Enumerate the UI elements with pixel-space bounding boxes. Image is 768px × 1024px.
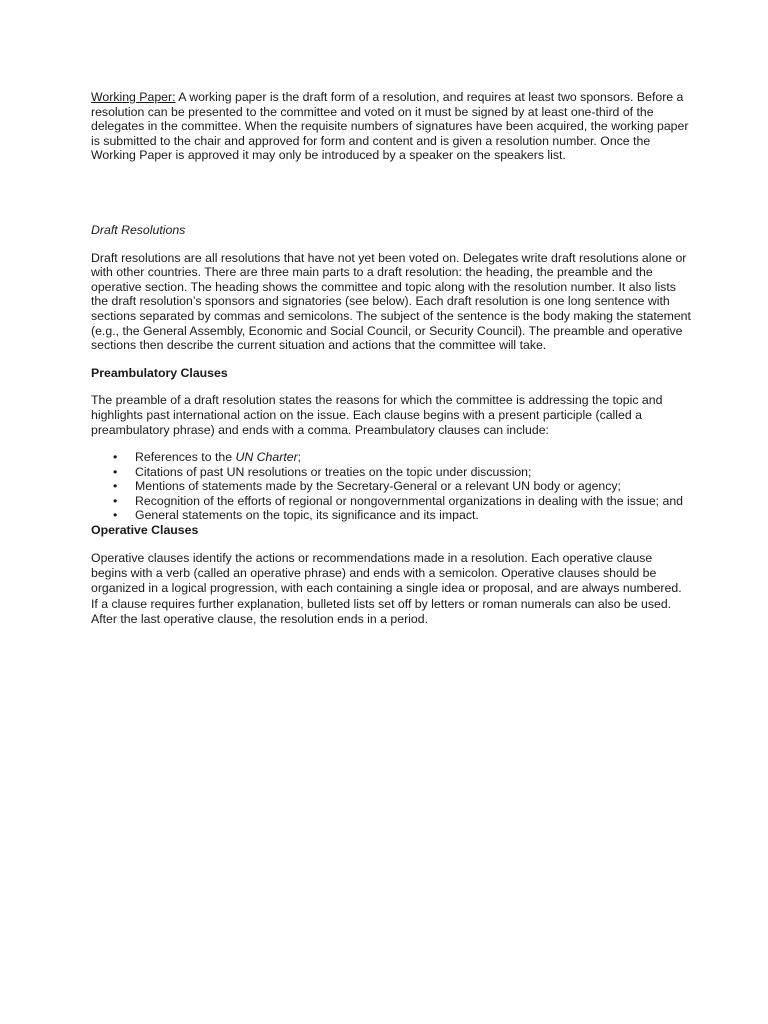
preambulatory-bullet-list bbox=[91, 450, 691, 523]
operative-clauses-heading: Operative Clauses bbox=[91, 523, 199, 538]
list-item-text: Mentions of statements made by the Secretary-General or a relevant UN body or agency; bbox=[135, 479, 621, 494]
list-item bbox=[91, 494, 691, 509]
operative-clauses-paragraph: Operative clauses identify the actions or recommendations made in a resolution. Each operative clause begins with a verb (called an operative phrase) and ends with a semicolon. Operative clauses should be organized in a logical progression, with each containing a single idea or proposal, and are always numbered. If a clause requires further explanation, bulleted lists set off by letters or roman numerals can also be used. After the last operative clause, the resolution ends in a period. bbox=[91, 550, 682, 627]
list-item-text: General statements on the topic, its significance and its impact. bbox=[135, 508, 479, 523]
bullet-icon: • bbox=[113, 493, 118, 508]
bullet-icon: • bbox=[113, 508, 118, 523]
list-item-prefix: References to the bbox=[135, 450, 236, 465]
bullet-icon: • bbox=[113, 450, 118, 465]
document-page bbox=[91, 90, 691, 628]
list-item-suffix: ; bbox=[297, 450, 302, 465]
list-item-text: Citations of past UN resolutions or treaties on the topic under discussion; bbox=[135, 464, 532, 479]
list-item bbox=[91, 508, 691, 523]
draft-resolutions-heading: Draft Resolutions bbox=[91, 222, 186, 237]
draft-resolutions-paragraph: Draft resolutions are all resolutions that have not yet been voted on. Delegates write draft resolutions alone or with other countries. There are three main parts to a draft resolution: the heading, the preamble and the operative section. The heading shows the committee and topic along with the resolution number. It also lists the draft resolution’s sponsors and signatories (see below). Each draft resolution is one long sentence with sections separated by commas and semicolons. The subject of the sentence is the body making the statement (e.g., the General Assembly, Economic and Social Council, or Security Council). The preamble and operative sections then describe the current situation and actions that the committee will take. bbox=[91, 250, 691, 353]
bullet-icon: • bbox=[113, 479, 118, 494]
working-paper-text: A working paper is the draft form of a resolution, and requires at least two sponsors. Before a resolution can be presented to the committee and voted on it must be signed by at least one-third of the delegates in the committee. When the requisite numbers of signatures have been acquired, the working paper is submitted to the chair and approved for form and content and is given a resolution number. Once the Working Paper is approved it may only be introduced by a speaker on the speakers list. bbox=[91, 90, 689, 163]
bullet-icon: • bbox=[113, 464, 118, 479]
list-item-text: Recognition of the efforts of regional or nongovernmental organizations in dealing with the issue; and bbox=[135, 493, 684, 508]
list-item bbox=[91, 450, 691, 465]
list-item bbox=[91, 465, 691, 480]
preambulatory-clauses-heading: Preambulatory Clauses bbox=[91, 365, 228, 380]
list-item bbox=[91, 479, 691, 494]
preambulatory-clauses-paragraph: The preamble of a draft resolution states the reasons for which the committee is addressing the topic and highlights past international action on the issue. Each clause begins with a present participle (called a preambulatory phrase) and ends with a comma. Preambulatory clauses can include: bbox=[91, 393, 663, 437]
working-paper-paragraph bbox=[91, 90, 691, 163]
list-item-italic: UN Charter bbox=[235, 450, 298, 465]
working-paper-label: Working Paper: bbox=[91, 90, 176, 104]
